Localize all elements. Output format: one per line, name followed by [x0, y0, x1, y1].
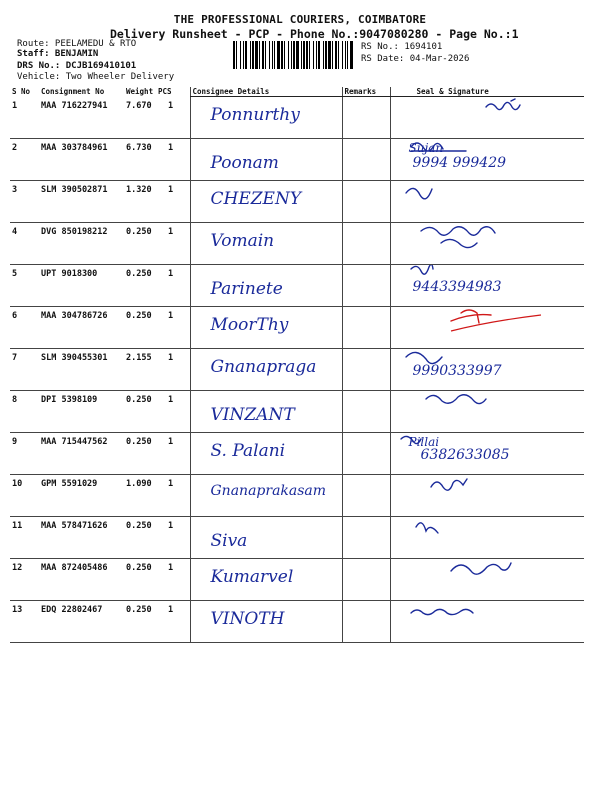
cell-weight: 0.250	[124, 222, 156, 264]
handwritten-signature	[391, 475, 585, 513]
consignee-handwritten-name: VINOTH	[210, 608, 285, 629]
col-header-remarks: Remarks	[342, 87, 390, 97]
cell-seal-signature	[390, 390, 584, 432]
table-header	[10, 87, 584, 97]
consignee-handwritten-name: Ponnurthy	[210, 105, 300, 125]
cell-sno: 4	[10, 222, 39, 264]
cell-pcs: 1	[156, 306, 190, 348]
cell-pcs: 1	[156, 516, 190, 558]
cell-consignee-details	[190, 600, 342, 642]
cell-weight: 1.090	[124, 474, 156, 516]
cell-sno: 13	[10, 600, 39, 642]
route-label: Route: PEELAMEDU & RTO	[17, 39, 137, 49]
cell-remarks	[342, 474, 390, 516]
cell-consignee-details	[190, 264, 342, 306]
cell-consignee-details	[190, 558, 342, 600]
cell-consignment-no: SLM 390455301	[39, 348, 124, 390]
cell-remarks	[342, 558, 390, 600]
consignee-handwritten-name: VINZANT	[210, 404, 295, 425]
table-row	[10, 558, 584, 600]
table-row	[10, 138, 584, 180]
cell-sno: 1	[10, 97, 39, 139]
cell-sno: 12	[10, 558, 39, 600]
cell-consignee-details	[190, 180, 342, 222]
consignee-handwritten-name: Siva	[210, 530, 248, 551]
cell-consignment-no: MAA 303784961	[39, 138, 124, 180]
cell-sno: 11	[10, 516, 39, 558]
cell-sno: 7	[10, 348, 39, 390]
table-row	[10, 180, 584, 222]
handwritten-signature	[391, 391, 585, 429]
cell-pcs: 1	[156, 138, 190, 180]
cell-consignee-details	[190, 348, 342, 390]
cell-sno: 9	[10, 432, 39, 474]
cell-sno: 3	[10, 180, 39, 222]
cell-weight: 0.250	[124, 516, 156, 558]
rs-number: RS No.: 1694101	[361, 42, 443, 52]
consignee-handwritten-name: Gnanapraga	[210, 356, 317, 377]
cell-consignee-details	[190, 432, 342, 474]
seal-phone-number: 9994 999429	[412, 154, 507, 171]
staff-label: Staff: BENJAMIN	[17, 49, 99, 59]
table-row	[10, 516, 584, 558]
barcode	[232, 41, 354, 69]
cell-seal-signature	[390, 600, 584, 642]
cell-weight: 0.250	[124, 264, 156, 306]
rs-date: RS Date: 04-Mar-2026	[361, 54, 470, 64]
consignee-handwritten-name: MoorThy	[210, 314, 289, 335]
handwritten-signature	[391, 307, 585, 345]
cell-consignee-details	[190, 516, 342, 558]
handwritten-signature	[391, 97, 585, 135]
cell-consignment-no: UPT 9018300	[39, 264, 124, 306]
cell-remarks	[342, 432, 390, 474]
cell-remarks	[342, 516, 390, 558]
cell-seal-signature	[390, 348, 584, 390]
table-row	[10, 474, 584, 516]
barcode-graphic	[232, 41, 354, 69]
cell-pcs: 1	[156, 180, 190, 222]
table-row	[10, 348, 584, 390]
seal-phone-number: 6382633085	[420, 446, 510, 463]
cell-sno: 2	[10, 138, 39, 180]
cell-seal-signature	[390, 432, 584, 474]
cell-remarks	[342, 222, 390, 264]
cell-sno: 6	[10, 306, 39, 348]
table-row	[10, 222, 584, 264]
cell-seal-signature	[390, 474, 584, 516]
col-header-sno: S No	[12, 87, 31, 97]
cell-remarks	[342, 600, 390, 642]
consignee-handwritten-name: Gnanaprakasam	[210, 482, 327, 499]
consignee-handwritten-name: Poonam	[210, 152, 279, 173]
col-header-consignment: Consignment No	[41, 87, 105, 97]
cell-seal-signature	[390, 138, 584, 180]
cell-weight: 1.320	[124, 180, 156, 222]
cell-consignment-no: GPM 5591029	[39, 474, 124, 516]
cell-weight: 2.155	[124, 348, 156, 390]
cell-consignment-no: DVG 850198212	[39, 222, 124, 264]
runsheet-table	[10, 87, 584, 643]
cell-remarks	[342, 306, 390, 348]
col-header-weight: Weight	[126, 87, 154, 97]
cell-remarks	[342, 138, 390, 180]
cell-remarks	[342, 348, 390, 390]
consignee-handwritten-name: S. Palani	[210, 440, 286, 461]
cell-weight: 0.250	[124, 306, 156, 348]
cell-consignee-details	[190, 474, 342, 516]
cell-seal-signature	[390, 222, 584, 264]
col-header-consignee: Consignee Details	[190, 87, 342, 97]
cell-consignment-no: MAA 716227941	[39, 97, 124, 139]
cell-consignment-no: MAA 715447562	[39, 432, 124, 474]
drs-number: DRS No.: DCJB169410101	[17, 61, 137, 71]
cell-weight: 7.670	[124, 97, 156, 139]
table-row	[10, 97, 584, 139]
handwritten-signature	[391, 559, 585, 597]
cell-consignment-no: MAA 578471626	[39, 516, 124, 558]
seal-phone-number: 9443394983	[412, 278, 502, 295]
cell-consignee-details	[190, 222, 342, 264]
consignee-handwritten-name: CHEZENY	[210, 188, 302, 209]
cell-consignee-details	[190, 97, 342, 139]
cell-pcs: 1	[156, 348, 190, 390]
cell-weight: 0.250	[124, 600, 156, 642]
cell-seal-signature	[390, 264, 584, 306]
runsheet-subtitle: Delivery Runsheet - PCP - Phone No.:9047080280 - Page No.:1	[110, 27, 519, 41]
cell-sno: 10	[10, 474, 39, 516]
cell-consignee-details	[190, 138, 342, 180]
table-row	[10, 264, 584, 306]
company-title: THE PROFESSIONAL COURIERS, COIMBATORE	[173, 13, 427, 26]
cell-pcs: 1	[156, 97, 190, 139]
cell-consignee-details	[190, 306, 342, 348]
cell-seal-signature	[390, 306, 584, 348]
seal-handwritten-name: Pillai	[408, 434, 440, 449]
cell-sno: 5	[10, 264, 39, 306]
cell-pcs: 1	[156, 390, 190, 432]
cell-pcs: 1	[156, 558, 190, 600]
cell-weight: 0.250	[124, 558, 156, 600]
cell-seal-signature	[390, 558, 584, 600]
cell-pcs: 1	[156, 264, 190, 306]
consignee-handwritten-name: Parinete	[210, 278, 283, 299]
seal-phone-number: 9990333997	[412, 362, 502, 379]
cell-pcs: 1	[156, 222, 190, 264]
cell-seal-signature	[390, 516, 584, 558]
col-header-seal: Seal & Signature	[390, 87, 584, 97]
cell-remarks	[342, 97, 390, 139]
cell-pcs: 1	[156, 432, 190, 474]
cell-seal-signature	[390, 180, 584, 222]
handwritten-signature	[391, 223, 585, 261]
consignee-handwritten-name: Vomain	[210, 230, 275, 251]
consignee-handwritten-name: Kumarvel	[210, 566, 294, 587]
handwritten-signature	[391, 181, 585, 219]
handwritten-signature	[391, 601, 585, 639]
cell-seal-signature	[390, 97, 584, 139]
handwritten-signature	[391, 517, 585, 555]
table-row	[10, 432, 584, 474]
cell-remarks	[342, 180, 390, 222]
table-row	[10, 600, 584, 642]
cell-consignment-no: MAA 872405486	[39, 558, 124, 600]
cell-pcs: 1	[156, 474, 190, 516]
table-row	[10, 306, 584, 348]
vehicle-label: Vehicle: Two Wheeler Delivery	[17, 72, 175, 82]
table-row	[10, 390, 584, 432]
cell-remarks	[342, 264, 390, 306]
cell-remarks	[342, 390, 390, 432]
col-header-pcs: PCS	[158, 87, 172, 97]
cell-consignment-no: SLM 390502871	[39, 180, 124, 222]
cell-sno: 8	[10, 390, 39, 432]
cell-consignment-no: MAA 304786726	[39, 306, 124, 348]
cell-consignment-no: DPI 5398109	[39, 390, 124, 432]
cell-weight: 0.250	[124, 390, 156, 432]
cell-weight: 0.250	[124, 432, 156, 474]
seal-handwritten-name: Sujan	[408, 140, 444, 155]
cell-weight: 6.730	[124, 138, 156, 180]
cell-consignee-details	[190, 390, 342, 432]
cell-consignment-no: EDQ 22802467	[39, 600, 124, 642]
cell-pcs: 1	[156, 600, 190, 642]
